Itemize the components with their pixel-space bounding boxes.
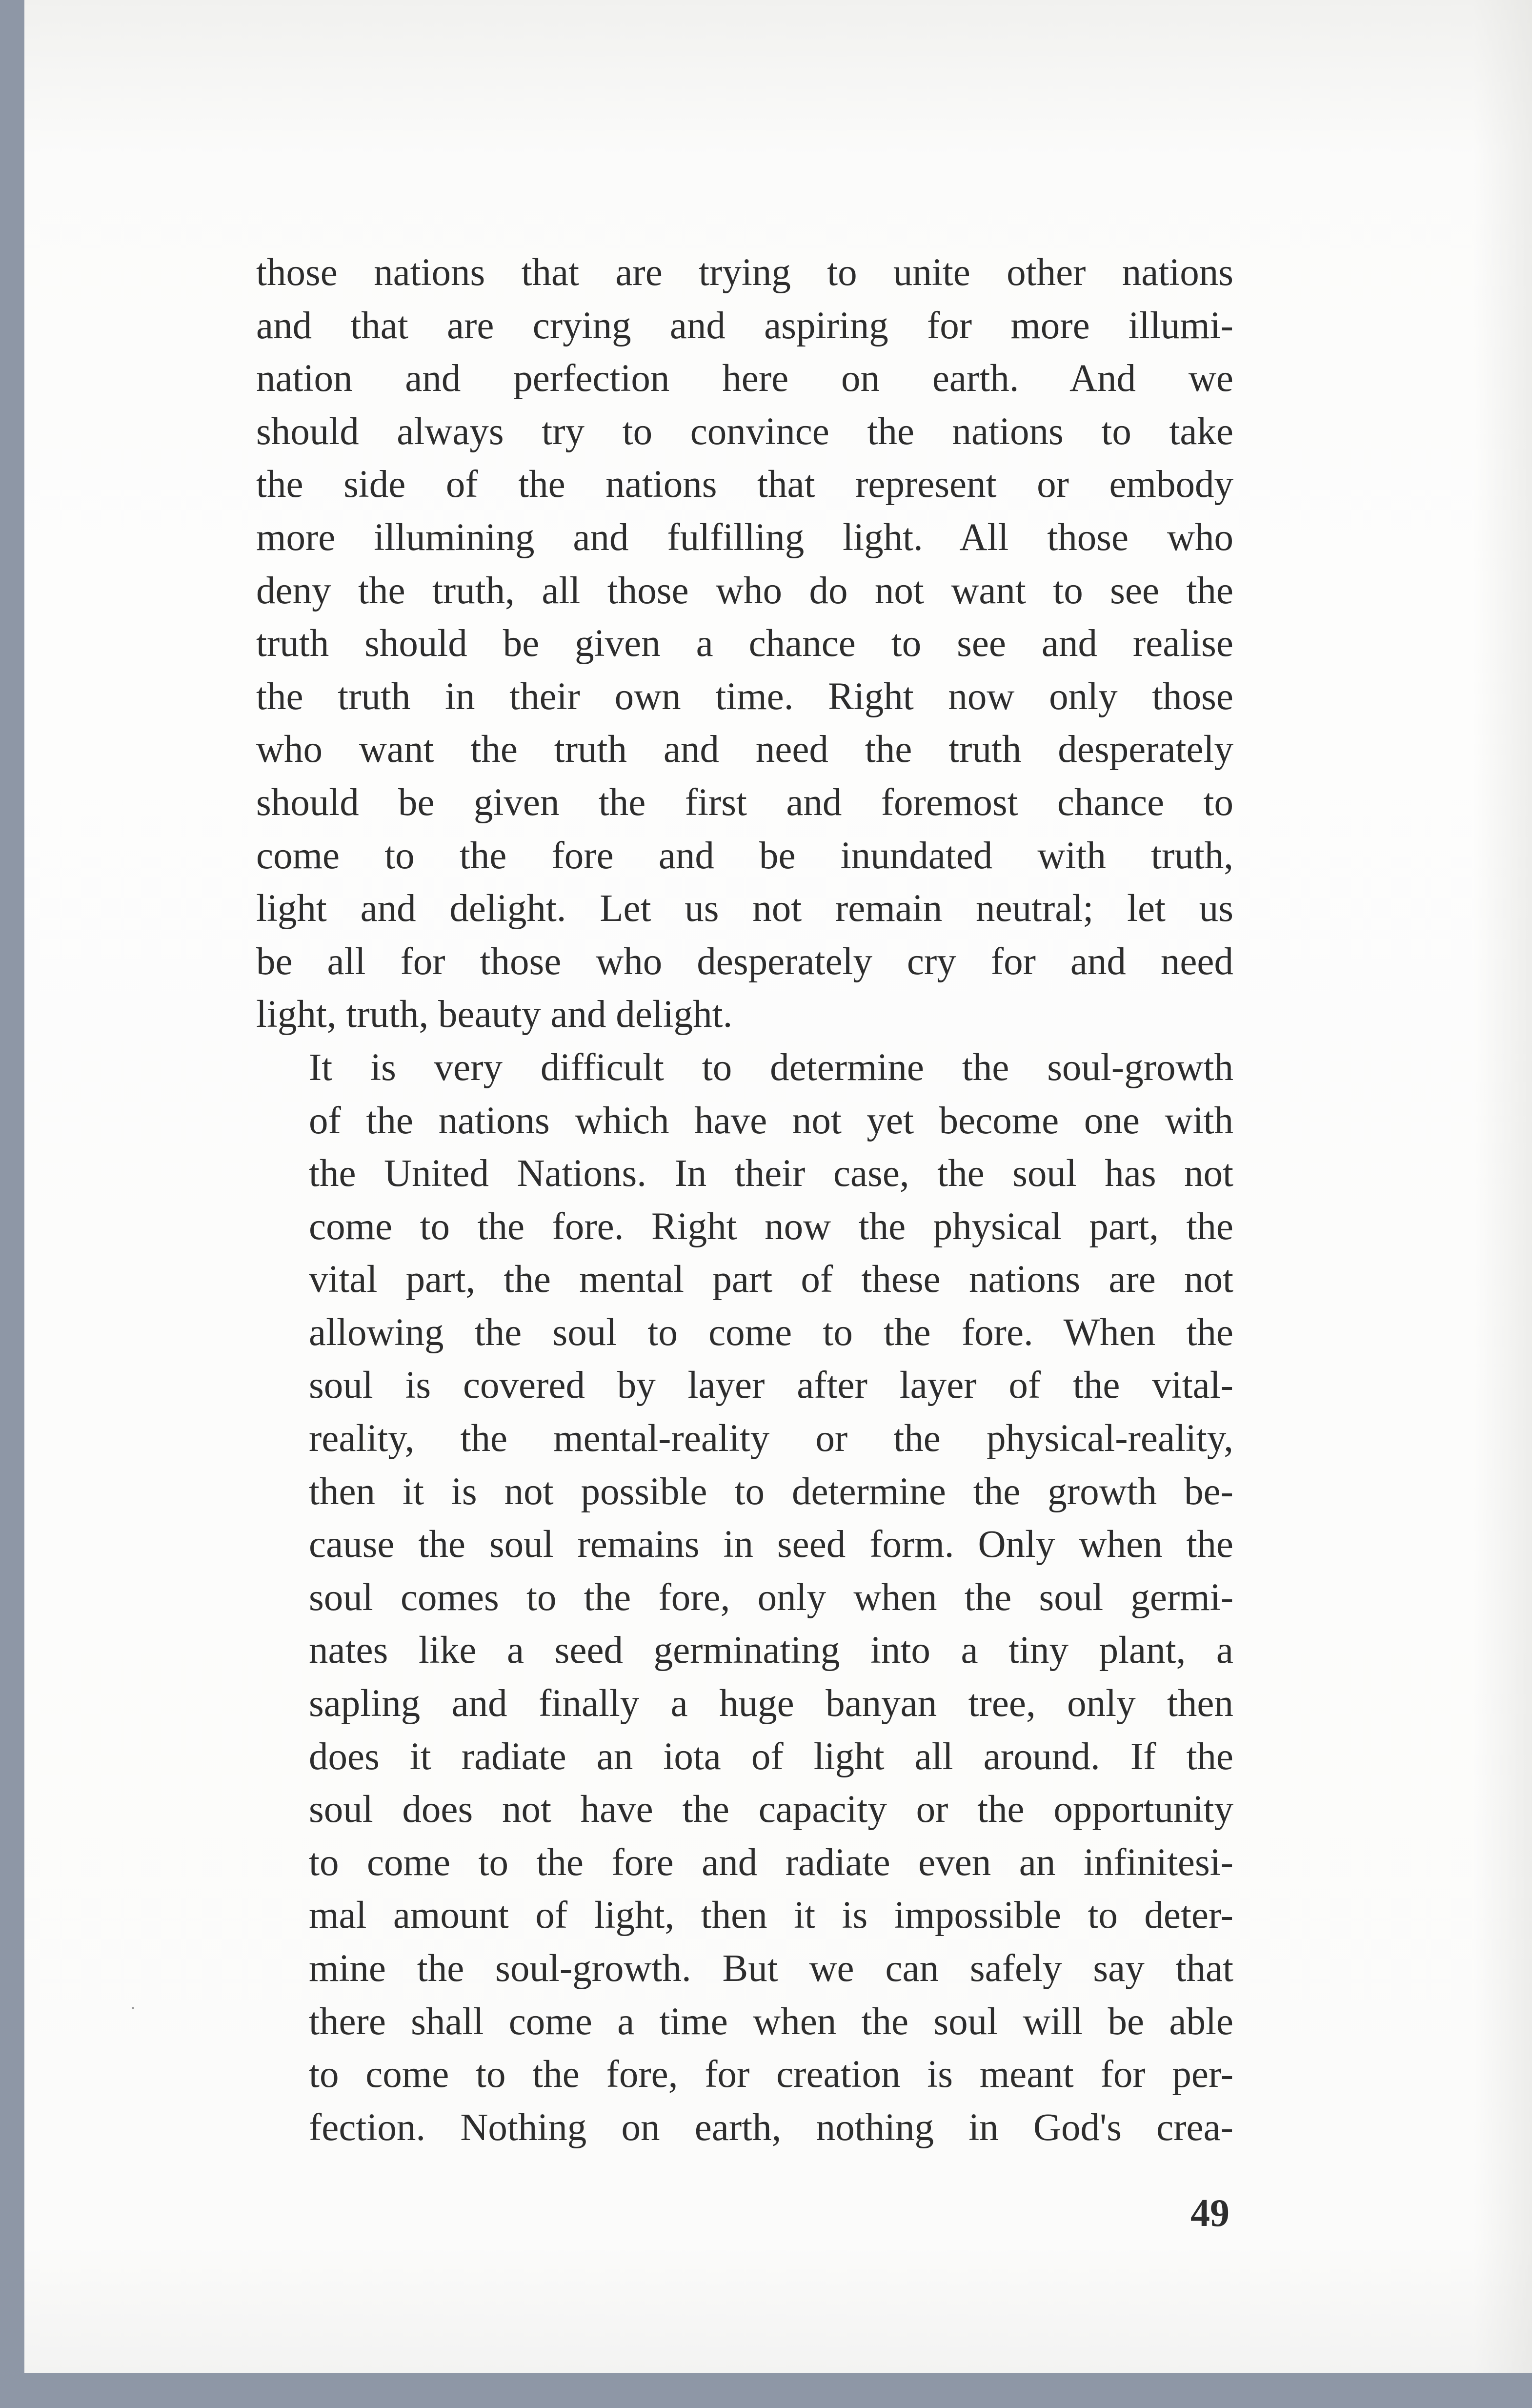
text-line: soul is covered by layer after layer of the vital-: [309, 1364, 1233, 1407]
text-line: come to the fore. Right now the physical part, the: [309, 1205, 1233, 1248]
text-line: nates like a seed germinating into a tiny plant, a: [309, 1629, 1233, 1672]
text-line: those nations that are trying to unite other nations: [256, 251, 1233, 294]
text-line: mine the soul-growth. But we can safely say that: [309, 1947, 1233, 1990]
text-line: come to the fore and be inundated with truth,: [256, 834, 1233, 877]
text-line: mal amount of light, then it is impossible to deter-: [309, 1894, 1233, 1937]
text-line: more illumining and fulfilling light. All those who: [256, 516, 1233, 559]
text-line: vital part, the mental part of these nations are not: [309, 1258, 1233, 1301]
text-line: and that are crying and aspiring for more illumi-: [256, 304, 1233, 347]
paragraph-2: [256, 1041, 1233, 2154]
text-line: the United Nations. In their case, the soul has not: [309, 1152, 1233, 1195]
text-line: of the nations which have not yet become one with: [309, 1099, 1233, 1142]
text-line: soul comes to the fore, only when the soul germi-: [309, 1576, 1233, 1619]
text-line: light, truth, beauty and delight.: [256, 993, 733, 1036]
page-number: 49: [1190, 2192, 1230, 2235]
paragraph-1: [256, 246, 1233, 1041]
paper-speck: [132, 2007, 134, 2009]
text-line: reality, the mental-reality or the physical-reality,: [309, 1417, 1233, 1460]
text-line: the truth in their own time. Right now only those: [256, 675, 1233, 718]
text-line: who want the truth and need the truth desperately: [256, 728, 1233, 771]
body-text: [256, 246, 1233, 2154]
text-line: be all for those who desperately cry for and need: [256, 940, 1233, 983]
text-line: nation and perfection here on earth. And we: [256, 357, 1233, 400]
text-line: cause the soul remains in seed form. Only when the: [309, 1523, 1233, 1566]
text-line: should be given the first and foremost chance to: [256, 781, 1233, 824]
text-line: should always try to convince the nations to take: [256, 410, 1233, 453]
text-line: the side of the nations that represent or embody: [256, 463, 1233, 506]
text-line: sapling and finally a huge banyan tree, only then: [309, 1682, 1233, 1725]
text-line: then it is not possible to determine the growth be-: [309, 1470, 1233, 1513]
text-line: there shall come a time when the soul will be able: [309, 2000, 1233, 2043]
text-line: light and delight. Let us not remain neutral; let us: [256, 887, 1233, 930]
text-line: soul does not have the capacity or the opportunity: [309, 1788, 1233, 1831]
text-line: to come to the fore and radiate even an infinitesi-: [309, 1841, 1233, 1884]
text-line: It is very difficult to determine the soul-growth: [309, 1046, 1233, 1089]
text-line: to come to the fore, for creation is meant for per-: [309, 2053, 1233, 2096]
text-line: does it radiate an iota of light all around. If the: [309, 1735, 1233, 1778]
text-line: fection. Nothing on earth, nothing in God's crea-: [309, 2106, 1233, 2149]
text-line: allowing the soul to come to the fore. When the: [309, 1311, 1233, 1354]
page-edge-shadow: [1473, 0, 1532, 2373]
text-line: truth should be given a chance to see and realise: [256, 622, 1233, 665]
text-line: deny the truth, all those who do not want to see the: [256, 569, 1233, 612]
